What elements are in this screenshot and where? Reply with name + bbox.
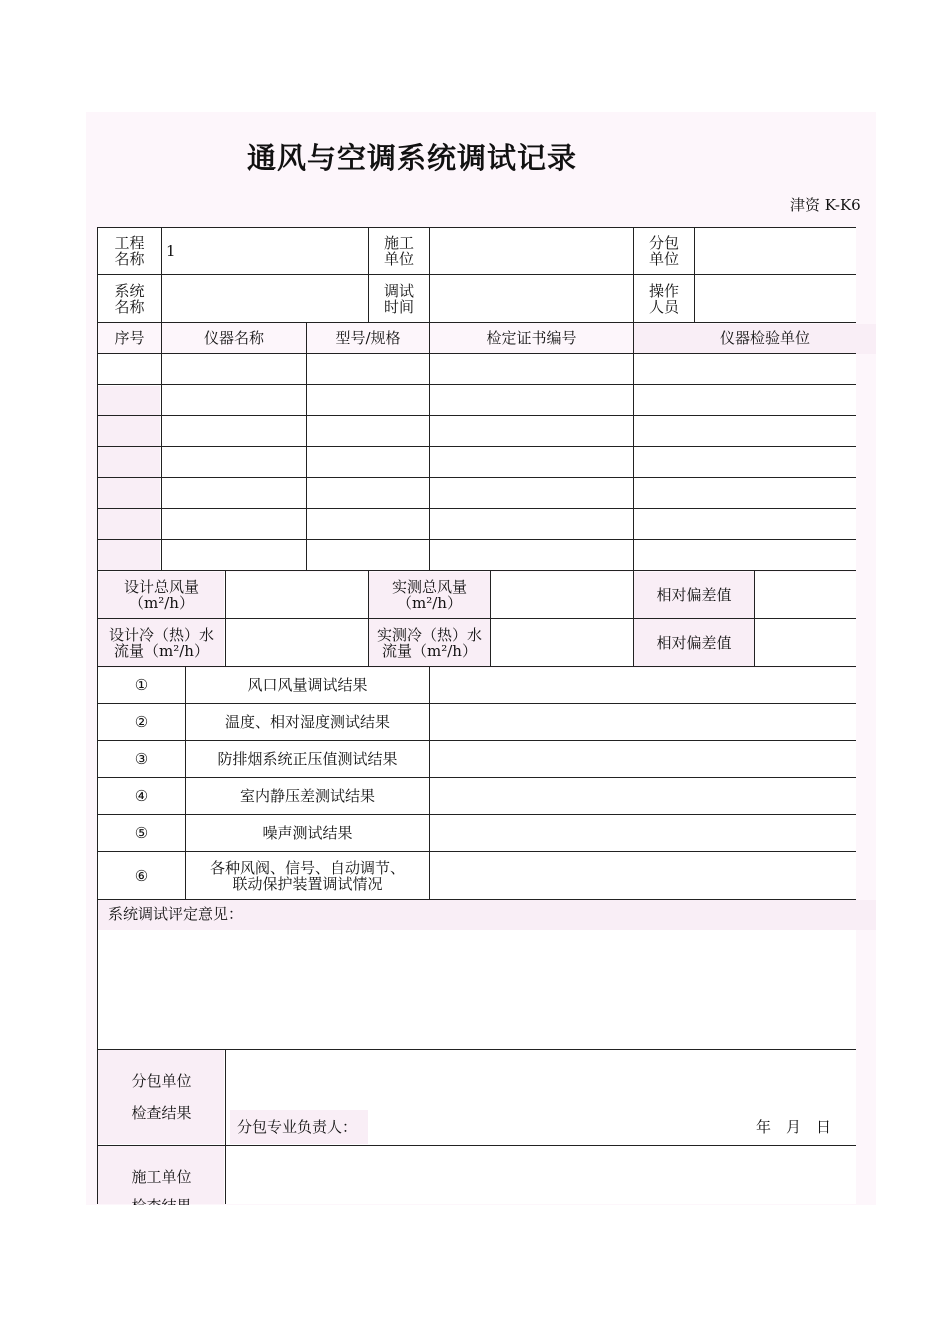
construction-unit-label: 施工 单位: [383, 234, 414, 268]
deviation-field-air[interactable]: [755, 571, 856, 618]
test-result-field[interactable]: [430, 778, 856, 814]
test-num: ①: [134, 676, 149, 694]
subcontract-unit-label: 分包 单位: [648, 234, 679, 268]
evaluation-label: 系统调试评定意见：: [108, 905, 244, 923]
system-name-field[interactable]: [162, 275, 368, 322]
test-label: 噪声测试结果: [262, 824, 353, 842]
test-num: ②: [134, 713, 149, 731]
col-header-seq: 序号: [114, 329, 145, 347]
test-num: ⑤: [134, 824, 149, 842]
measured-air-label: 实测总风量 （m²/h）: [391, 577, 467, 612]
subcontract-unit-field[interactable]: [695, 228, 855, 274]
subcontract-responsible-label: 分包专业负责人：: [237, 1118, 358, 1136]
measured-water-field[interactable]: [491, 619, 633, 666]
document-code: 津资 K-K6: [790, 196, 861, 214]
construction-unit-field[interactable]: [430, 228, 633, 274]
project-name-field[interactable]: 1: [166, 242, 176, 260]
subcontract-date-label: 年 月 日: [756, 1118, 832, 1136]
instrument-rows[interactable]: [98, 354, 856, 570]
operator-field[interactable]: [695, 275, 855, 322]
design-water-label: 设计冷（热）水 流量（m²/h）: [108, 625, 214, 660]
test-result-field[interactable]: [430, 704, 856, 740]
construction-check-label-1: 施工单位: [131, 1168, 192, 1186]
test-label: 室内静压差测试结果: [239, 787, 375, 805]
test-result-field[interactable]: [430, 852, 856, 899]
test-num: ⑥: [134, 866, 149, 885]
measured-water-label: 实测冷（热）水 流量（m²/h）: [376, 625, 482, 660]
test-label: 防排烟系统正压值测试结果: [217, 750, 398, 768]
subcontract-check-label-2: 检查结果: [131, 1104, 192, 1122]
design-water-field[interactable]: [226, 619, 368, 666]
measured-air-field[interactable]: [491, 571, 633, 618]
col-header-inspection-unit: 仪器检验单位: [719, 329, 810, 347]
test-time-field[interactable]: [430, 275, 633, 322]
design-air-label: 设计总风量 （m²/h）: [123, 577, 199, 612]
project-name-label: 工程 名称: [114, 234, 145, 268]
deviation-field-water[interactable]: [755, 619, 856, 666]
col-header-model: 型号/规格: [335, 329, 401, 347]
test-time-label: 调试 时间: [383, 281, 414, 316]
construction-check-label-2: [98, 1198, 225, 1204]
test-result-field[interactable]: [430, 815, 856, 851]
system-name-label: 系统 名称: [114, 281, 145, 316]
test-label: 温度、相对湿度测试结果: [224, 713, 390, 731]
test-result-field[interactable]: [430, 667, 856, 703]
test-result-field[interactable]: [430, 741, 856, 777]
subcontract-check-label-1: 分包单位: [131, 1072, 192, 1090]
page-title: 通风与空调系统调试记录: [246, 141, 577, 175]
col-header-certificate: 检定证书编号: [486, 329, 577, 347]
test-label: 各种风阀、信号、自动调节、 联动保护装置调试情况: [209, 858, 405, 893]
test-num: ③: [134, 750, 149, 768]
col-header-instrument-name: 仪器名称: [203, 329, 264, 347]
design-air-field[interactable]: [226, 571, 368, 618]
deviation-label-water: 相对偏差值: [656, 633, 732, 652]
operator-label: 操作 人员: [648, 281, 679, 316]
test-label: 风口风量调试结果: [247, 676, 368, 694]
deviation-label-air: 相对偏差值: [656, 585, 732, 604]
test-num: ④: [134, 787, 149, 805]
evaluation-field[interactable]: [98, 930, 856, 1048]
